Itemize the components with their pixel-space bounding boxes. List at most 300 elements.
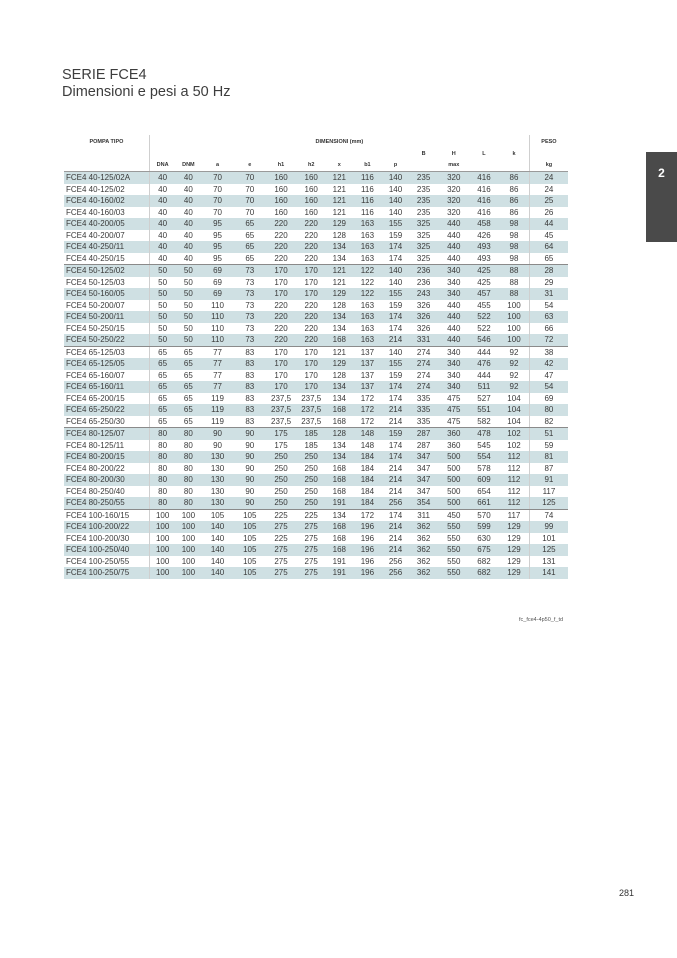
table-row [64,509,568,521]
table-cell: 362 [416,556,431,566]
table-cell: 70 [245,207,255,217]
table-cell: 40 [149,241,175,253]
table-cell: 128 [332,300,346,310]
table-cell: 140 [210,556,225,566]
table-cell: 122 [352,288,382,300]
table-cell: 80 [149,428,175,440]
pump-type-cell: FCE4 80-200/30 [64,474,149,486]
table-cell: 99 [529,521,568,533]
table-cell: 50 [175,334,201,346]
table-cell: 100 [149,544,175,556]
table-cell: 511 [469,381,499,393]
table-cell: 185 [304,440,318,450]
table-cell: 522 [477,323,491,333]
table-cell: 220 [304,300,318,310]
table-row [64,323,568,335]
table-cell: 77 [201,358,233,370]
table-cell: 220 [274,230,288,240]
table-cell: 362 [409,544,439,556]
table-cell: 90 [234,451,266,463]
table-cell: 83 [245,370,255,380]
table-cell: 275 [296,567,326,579]
table-cell: 80 [149,474,175,486]
header-pompa-tipo: POMPA TIPO [64,135,149,149]
table-cell: 546 [469,334,499,346]
pump-type-cell: FCE4 80-200/22 [64,463,149,475]
table-cell: 140 [383,265,409,277]
table-cell: 98 [499,218,529,230]
table-cell: 325 [409,218,439,230]
table-cell: 100 [155,510,170,520]
table-cell: 141 [529,567,568,579]
table-cell: 64 [529,241,568,253]
table-cell: 500 [447,463,461,473]
header-h2: h2 [296,160,326,172]
table-row [64,474,568,486]
table-cell: 83 [245,347,255,357]
table-row [64,218,568,230]
table-cell: 160 [266,172,296,184]
table-cell: 70 [201,172,233,184]
table-cell: 450 [447,510,461,520]
table-row [64,241,568,253]
table-cell: 100 [499,334,529,346]
table-cell: 347 [409,451,439,463]
pump-type-cell: FCE4 65-125/05 [64,358,149,370]
table-cell: 40 [175,195,201,207]
table-cell: 174 [383,451,409,463]
table-cell: 174 [383,311,409,323]
table-cell: 50 [158,323,168,333]
table-cell: 83 [234,381,266,393]
table-cell: 160 [274,207,288,217]
table-cell: 100 [181,510,196,520]
table-cell: 86 [499,195,529,207]
table-cell: 175 [266,428,296,440]
table-cell: 174 [383,241,409,253]
table-cell: 50 [149,265,175,277]
pump-type-cell: FCE4 100-250/55 [64,556,149,568]
table-cell: 134 [332,323,346,333]
table-cell: 73 [234,288,266,300]
table-cell: 92 [499,358,529,370]
table-cell: 42 [529,358,568,370]
table-cell: 134 [332,440,346,450]
table-cell: 320 [447,207,461,217]
table-cell: 92 [509,347,519,357]
table-cell: 243 [409,288,439,300]
table-cell: 128 [332,370,346,380]
page-title [62,67,230,101]
pump-type-cell: FCE4 40-250/15 [64,253,149,265]
table-cell: 160 [266,195,296,207]
table-cell: 65 [234,241,266,253]
table-cell: 80 [175,451,201,463]
table-cell: 40 [175,253,201,265]
table-cell: 225 [274,510,288,520]
table-cell: 70 [234,172,266,184]
table-cell: 83 [234,404,266,416]
table-cell: 40 [149,218,175,230]
table-cell: 130 [201,474,233,486]
table-cell: 38 [529,346,568,358]
table-cell: 214 [383,416,409,428]
table-cell: 65 [175,416,201,428]
table-cell: 148 [360,440,375,450]
table-cell: 220 [296,218,326,230]
table-cell: 170 [304,277,318,287]
pump-type-cell: FCE4 65-125/03 [64,346,149,358]
table-row [64,253,568,265]
table-row [64,404,568,416]
table-cell: 121 [332,277,346,287]
table-cell: 95 [201,241,233,253]
table-row [64,334,568,346]
table-cell: 440 [439,311,469,323]
table-cell: 128 [332,230,346,240]
header-dnm: DNM [175,160,201,172]
table-cell: 214 [383,404,409,416]
table-cell: 175 [274,440,288,450]
table-cell: 168 [326,416,352,428]
table-cell: 100 [149,567,175,579]
table-cell: 70 [201,195,233,207]
table-cell: 129 [326,288,352,300]
table-cell: 184 [360,486,375,496]
table-cell: 250 [296,451,326,463]
table-cell: 214 [383,521,409,533]
table-cell: 440 [439,334,469,346]
table-cell: 475 [439,404,469,416]
header-a: a [201,160,233,172]
table-cell: 65 [158,370,168,380]
header-p: p [383,160,409,172]
table-cell: 129 [507,533,521,543]
table-cell: 170 [304,370,318,380]
table-cell: 116 [352,172,382,184]
table-cell: 44 [529,218,568,230]
pump-type-cell: FCE4 80-125/11 [64,440,149,452]
table-cell: 105 [210,510,225,520]
pump-type-cell: FCE4 65-160/07 [64,370,149,382]
table-cell: 340 [439,381,469,393]
table-cell: 220 [266,334,296,346]
table-cell: 47 [529,370,568,382]
table-row [64,463,568,475]
pump-type-cell: FCE4 80-250/40 [64,486,149,498]
table-cell: 478 [469,428,499,440]
table-cell: 275 [266,544,296,556]
table-cell: 551 [469,404,499,416]
table-cell: 475 [439,416,469,428]
table-cell: 168 [326,404,352,416]
table-cell: 40 [158,230,168,240]
table-cell: 250 [266,451,296,463]
table-cell: 274 [416,370,431,380]
table-cell: 105 [243,533,257,543]
table-cell: 100 [155,556,170,566]
table-row [64,370,568,382]
table-cell: 360 [447,440,461,450]
table-cell: 110 [201,311,233,323]
table-cell: 40 [158,184,168,194]
pump-type-cell: FCE4 40-250/11 [64,241,149,253]
table-cell: 137 [352,381,382,393]
table-cell: 80 [183,486,193,496]
table-cell: 69 [201,288,233,300]
table-cell: 130 [201,497,233,509]
table-cell: 65 [234,253,266,265]
table-cell: 112 [507,463,521,473]
table-cell: 54 [529,300,568,312]
table-cell: 159 [388,370,403,380]
table-cell: 129 [507,556,521,566]
table-row [64,195,568,207]
table-cell: 160 [304,207,318,217]
table-cell: 168 [332,533,346,543]
table-cell: 125 [529,497,568,509]
table-cell: 425 [469,265,499,277]
table-cell: 170 [266,265,296,277]
table-cell: 25 [529,195,568,207]
pump-type-cell: FCE4 80-125/07 [64,428,149,440]
table-cell: 214 [388,533,403,543]
table-cell: 440 [447,230,461,240]
table-cell: 347 [409,474,439,486]
table-cell: 325 [416,230,431,240]
table-cell: 119 [201,416,233,428]
title-series: SERIE FCE4 [62,66,147,83]
table-cell: 121 [332,184,346,194]
table-cell: 320 [439,172,469,184]
table-cell: 335 [409,416,439,428]
table-cell: 274 [409,358,439,370]
table-row [64,521,568,533]
table-cell: 274 [416,347,431,357]
table-cell: 70 [245,184,255,194]
table-cell: 522 [469,311,499,323]
table-cell: 80 [529,404,568,416]
table-cell: 65 [245,230,255,240]
table-row [64,346,568,358]
table-row [64,358,568,370]
header-b1: b1 [352,160,382,172]
table-cell: 326 [409,311,439,323]
table-cell: 458 [469,218,499,230]
table-cell: 100 [507,300,521,310]
table-cell: 163 [352,311,382,323]
table-cell: 159 [388,230,403,240]
table-cell: 500 [439,474,469,486]
table-cell: 95 [201,253,233,265]
table-cell: 500 [439,497,469,509]
table-cell: 130 [210,486,225,496]
table-cell: 80 [158,463,168,473]
pump-type-cell: FCE4 50-250/15 [64,323,149,335]
table-cell: 174 [388,510,403,520]
table-cell: 119 [211,393,224,403]
table-cell: 51 [529,428,568,440]
table-cell: 65 [149,381,175,393]
table-cell: 50 [183,300,193,310]
table-cell: 170 [274,347,288,357]
table-cell: 65 [149,416,175,428]
header-k: k [512,151,516,157]
table-cell: 163 [352,253,382,265]
table-cell: 24 [529,184,568,196]
chapter-tab-number: 2 [658,166,665,180]
table-cell: 550 [447,556,461,566]
table-cell: 550 [439,544,469,556]
table-cell: 121 [332,207,346,217]
table-cell: 129 [499,567,529,579]
table-cell: 40 [183,230,193,240]
table-cell: 65 [183,393,193,403]
table-cell: 50 [183,277,193,287]
table-cell: 163 [360,300,375,310]
table-cell: 275 [266,521,296,533]
table-cell: 88 [509,277,519,287]
table-cell: 444 [477,370,491,380]
table-cell: 65 [175,381,201,393]
table-cell: 682 [477,556,491,566]
table-cell: 104 [499,404,529,416]
table-row [64,556,568,568]
table-header [64,135,568,172]
table-cell: 50 [158,277,168,287]
table-cell: 116 [361,207,374,217]
pump-type-cell: FCE4 50-125/02 [64,265,149,277]
table-cell: 287 [409,428,439,440]
pump-type-cell: FCE4 40-160/03 [64,207,149,219]
table-cell: 184 [352,451,382,463]
table-cell: 170 [296,358,326,370]
table-cell: 155 [383,218,409,230]
table-cell: 100 [175,567,201,579]
table-cell: 83 [234,358,266,370]
header-peso: PESO [529,135,568,149]
table-cell: 50 [149,288,175,300]
table-cell: 675 [469,544,499,556]
table-cell: 40 [183,207,193,217]
table-cell: 110 [211,323,224,333]
table-cell: 65 [149,404,175,416]
table-cell: 80 [158,486,168,496]
table-cell: 90 [245,440,255,450]
header-kg: kg [529,160,568,172]
table-cell: 335 [409,404,439,416]
table-cell: 256 [383,567,409,579]
table-cell: 80 [158,440,168,450]
table-cell: 582 [469,416,499,428]
table-cell: 340 [447,277,461,287]
table-cell: 416 [469,172,499,184]
table-cell: 140 [388,207,403,217]
table-cell: 275 [296,544,326,556]
table-cell: 69 [529,393,568,405]
table-cell: 340 [439,358,469,370]
table-cell: 550 [439,521,469,533]
table-cell: 121 [332,347,346,357]
table-cell: 102 [507,440,521,450]
table-cell: 493 [469,241,499,253]
table-cell: 174 [388,393,403,403]
table-cell: 325 [409,253,439,265]
table-cell: 220 [296,241,326,253]
table-cell: 88 [499,288,529,300]
table-cell: 40 [158,207,168,217]
table-cell: 160 [274,184,288,194]
table-cell: 26 [529,207,568,219]
table-cell: 440 [439,253,469,265]
table-cell: 220 [304,323,318,333]
table-row [64,288,568,300]
table-row [64,393,568,405]
pump-type-cell: FCE4 50-200/07 [64,300,149,312]
table-cell: 220 [274,300,288,310]
table-cell: 545 [477,440,491,450]
table-cell: 237,5 [296,416,326,428]
chapter-tab [646,152,677,242]
table-cell: 440 [439,241,469,253]
pump-type-cell: FCE4 100-160/15 [64,509,149,521]
table-cell: 105 [243,510,257,520]
table-cell: 320 [439,195,469,207]
table-cell: 50 [175,288,201,300]
table-cell: 74 [529,509,568,521]
table-cell: 129 [499,521,529,533]
table-cell: 105 [234,521,266,533]
pump-type-cell: FCE4 40-160/02 [64,195,149,207]
table-cell: 90 [201,428,233,440]
header-e: e [234,160,266,172]
table-cell: 225 [304,510,318,520]
table-cell: 50 [175,265,201,277]
table-cell: 140 [388,184,403,194]
pump-type-cell: FCE4 65-200/15 [64,393,149,405]
table-cell: 578 [477,463,491,473]
table-cell: 98 [499,241,529,253]
table-cell: 347 [416,486,431,496]
table-cell: 40 [183,184,193,194]
table-cell: 50 [149,334,175,346]
page-number: 281 [619,888,635,898]
table-cell: 160 [304,184,318,194]
table-cell: 168 [332,486,346,496]
table-cell: 163 [352,334,382,346]
table-cell: 214 [383,474,409,486]
table-cell: 92 [509,370,519,380]
table-cell: 362 [409,521,439,533]
pump-type-cell: FCE4 40-125/02A [64,172,149,184]
table-cell: 134 [332,510,346,520]
table-cell: 91 [529,474,568,486]
table-cell: 235 [409,172,439,184]
table-cell: 416 [477,184,491,194]
table-cell: 117 [507,510,521,520]
table-cell: 83 [245,393,255,403]
table-cell: 170 [274,277,288,287]
table-cell: 69 [213,277,222,287]
table-cell: 661 [469,497,499,509]
table-row [64,428,568,440]
table-cell: 220 [266,253,296,265]
table-cell: 184 [352,497,382,509]
pump-type-cell: FCE4 65-250/22 [64,404,149,416]
table-cell: 121 [326,172,352,184]
header-max: max [439,160,469,172]
table-cell: 140 [388,277,403,287]
